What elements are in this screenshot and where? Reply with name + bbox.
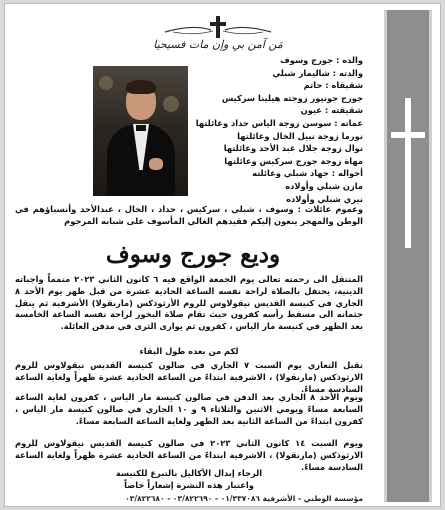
family-row: والده : جورج وسوف: [280, 55, 363, 65]
family-row: شقيقاه : حاتم: [303, 80, 363, 91]
relatives-paragraph: وعموم عائلات : وسوف ، شبلي ، سركيس ، حداد ، الخال ، عبدالأحد وأنسباؤهم في الوطن والمهجر ينعون إليكم فقيدهم الغالي المأسوف على شبابه المرحوم: [15, 204, 363, 226]
closing-note: الرجاء إبدال الأكاليل بالتبرع للكنيسة واعتبار هذه النشرة إشعاراً خاصاً: [115, 468, 263, 490]
family-row: والدته : شاليمار شبلي: [272, 67, 363, 78]
condolences-title: لكم من بعده طول البقاء: [139, 346, 239, 356]
family-line: مهاة زوجة جورج سركيس وعائلتها: [224, 155, 363, 166]
family-row: عماته : سوسن زوجة الياس حداد وعائلتها: [195, 117, 363, 128]
footer-funeral-home: مؤسسة الوطني - الأشرفية ٠١/٣٣٧٠٨٦ - ٠٣/٨٢٢٦٩٠ - ٠٣/٨٢٢٦٨٠: [125, 494, 363, 503]
cross-icon-bar: [391, 132, 425, 138]
family-line: نوال زوجة جلال عبد الأحد وعائلتها: [223, 143, 363, 154]
condolences-day-1: تقبل التعازي يوم السبت ٧ الجاري في صالون كنيسة القديس نيقولاوس للروم الارثوذكس (مارنقولا) ، الاشرفية ابتداءً من الساعة الحادية عشرة ظهراً ولغاية الساعة السادسة مساءً.: [15, 360, 363, 394]
ornament-divider-icon: [163, 14, 273, 40]
obituary-content: [13, 8, 373, 506]
family-line: نيري شبلي وأولاده: [286, 193, 363, 204]
deceased-name: وديع جورج وسوف: [105, 241, 281, 268]
cross-band: [384, 10, 432, 502]
deceased-photo: [93, 66, 188, 196]
family-line: مازن شبلي وأولاده: [285, 180, 363, 191]
family-line: نورما زوجة نبيل الخال وعائلتها: [237, 130, 363, 141]
condolences-day-2: ويوم الأحد ٨ الجاري بعد الدفن في صالون كنيسة مار الياس ، كفرون لغاية الساعة السابعة مساءً ويومي الاثنين والثلاثاء ٩ و ١٠ الجاري في صالون كنيسة مار الياس ، كفرون ابتداءً من الساعة الثانية بعد الظهر ولغاية الساعة السابعة مساءً.: [15, 392, 363, 426]
family-list: [188, 54, 363, 205]
obituary-sheet: [4, 3, 441, 507]
family-line: جورج جونيور زوجته هيلينا سركيس: [221, 92, 363, 103]
family-row: شقيقته : عيون: [300, 105, 363, 116]
condolences-day-3: ويوم السبت ١٤ كانون الثاني ٢٠٢٣ في صالون كنيسة القديس نيقولاوس للروم الارثوذكس (مارنقولا) ، الاشرفية ابتداءً من الساعة الحادية عشرة ظهراً ولغاية الساعة السادسة مساءً.: [15, 438, 363, 472]
announcement-paragraph: المنتقل الى رحمته تعالى يوم الجمعة الواقع فيه ٦ كانون الثاني ٢٠٢٣ متمماً واجباته الدينية، يحتفل بالصلاة لراحة نفسه الساعة الحادية عشرة من قبل ظهر يوم الأحد ٨ الجاري في كنيسة القديس نيقولاوس للروم الأرثوذكس (مارنقولا) الأشرفية ثم ينقل جثمانه الى مسقط رأسه كفرون حيث تقام صلاة البخور لراحة نفسه الساعة الخامسة بعد الظهر في كنيسة مار الياس ، كفرون ثم يوارى الثرى في مدفن العائلة.: [15, 274, 363, 332]
scripture-verse: مَن آمن بي وإن مات فسيحيا: [153, 38, 283, 51]
cross-icon: [405, 98, 411, 248]
family-row: أخواله : جهاد شبلي وعائلته: [252, 168, 363, 179]
